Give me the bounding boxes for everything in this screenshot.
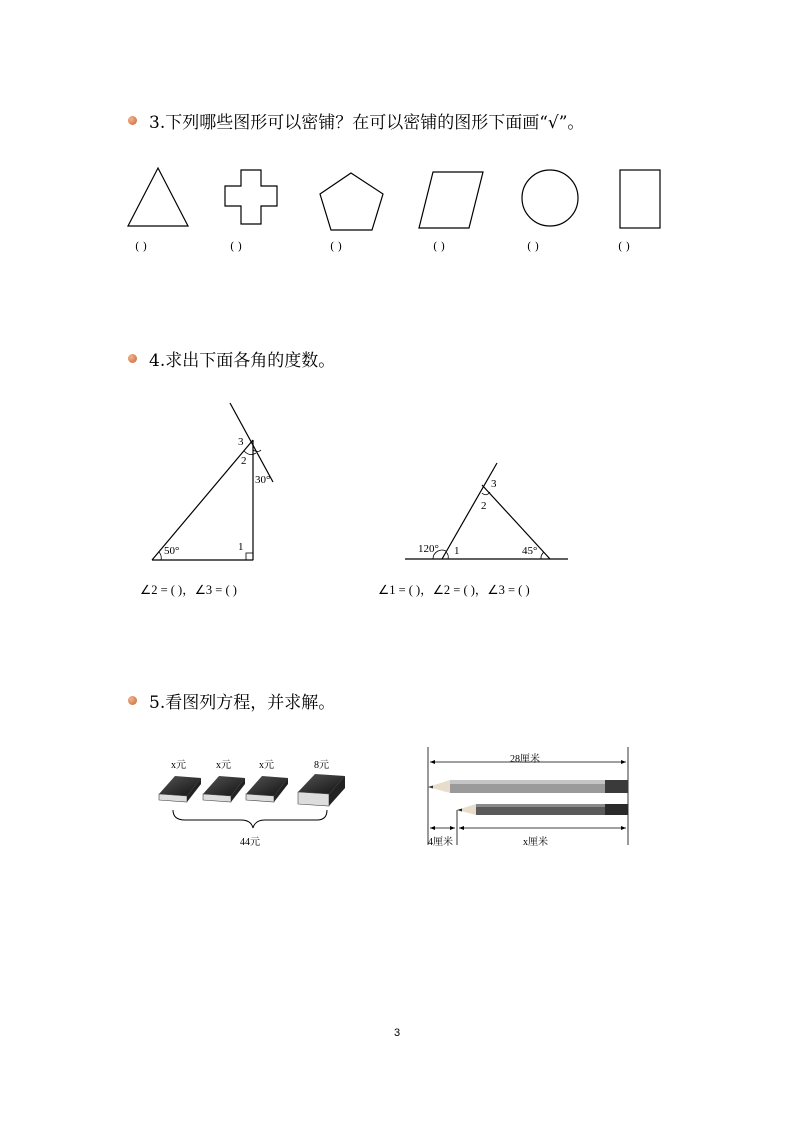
long-pencil [428,780,628,793]
triangle-shape [128,168,188,226]
fig1-angle-30: 30° [255,474,271,486]
book-4 [298,774,345,806]
blank-triangle[interactable]: ( ) [135,240,148,253]
fig2-angle-120: 120° [418,543,439,555]
blank-rectangle[interactable]: ( ) [618,240,631,253]
fig2-label-2: 2 [481,500,487,512]
fig2-label-3: 3 [491,478,497,490]
brace [173,810,327,828]
fig2-label-1: 1 [454,545,460,557]
book-label-2: x元 [216,760,231,771]
fig2-angle-45: 45° [522,545,538,557]
circle-shape [522,170,578,226]
page-number: 3 [393,1027,401,1039]
question-4-text: 4.求出下面各角的度数。 [149,351,336,371]
blank-parallelogram[interactable]: ( ) [433,240,446,253]
question-3-title [128,108,584,133]
bullet-icon [128,696,137,705]
book-label-1: x元 [171,760,186,771]
question-5-text: 5.看图列方程，并求解。 [149,693,336,713]
bullet-icon [128,354,137,363]
book-label-3: x元 [259,760,274,771]
fig1-label-2: 2 [241,455,247,467]
book-1 [159,776,201,802]
answer-line-2[interactable]: ∠1 = ( )，∠2 = ( )，∠3 = ( ) [378,583,530,597]
bullet-icon [128,116,137,125]
shapes-row [120,160,680,240]
books-total: 44元 [240,837,260,848]
pencil-left-length: 4厘米 [428,837,453,848]
rectangle-shape [620,170,660,228]
question-5-title [128,688,335,713]
short-pencil [457,804,628,815]
parallelogram-shape [419,172,483,228]
question-4-title [128,346,335,371]
blank-circle[interactable]: ( ) [527,240,540,253]
fig1-label-1: 1 [238,541,244,553]
answer-line-1[interactable]: ∠2 = ( )，∠3 = ( ) [140,583,237,597]
blank-pentagon[interactable]: ( ) [330,240,343,253]
fig1-label-3: 3 [238,436,244,448]
book-3 [246,776,288,802]
pencil-right-length: x厘米 [523,837,548,848]
blank-cross[interactable]: ( ) [230,240,243,253]
book-label-4: 8元 [314,760,329,771]
pentagon-shape [320,173,383,230]
question-3-text: 3.下列哪些图形可以密铺？在可以密铺的图形下面画“√”。 [149,113,585,133]
book-2 [203,776,245,802]
fig1-angle-50: 50° [164,545,180,557]
cross-shape [225,170,277,224]
pencil-total-length: 28厘米 [510,754,540,765]
books-figure [155,768,355,833]
